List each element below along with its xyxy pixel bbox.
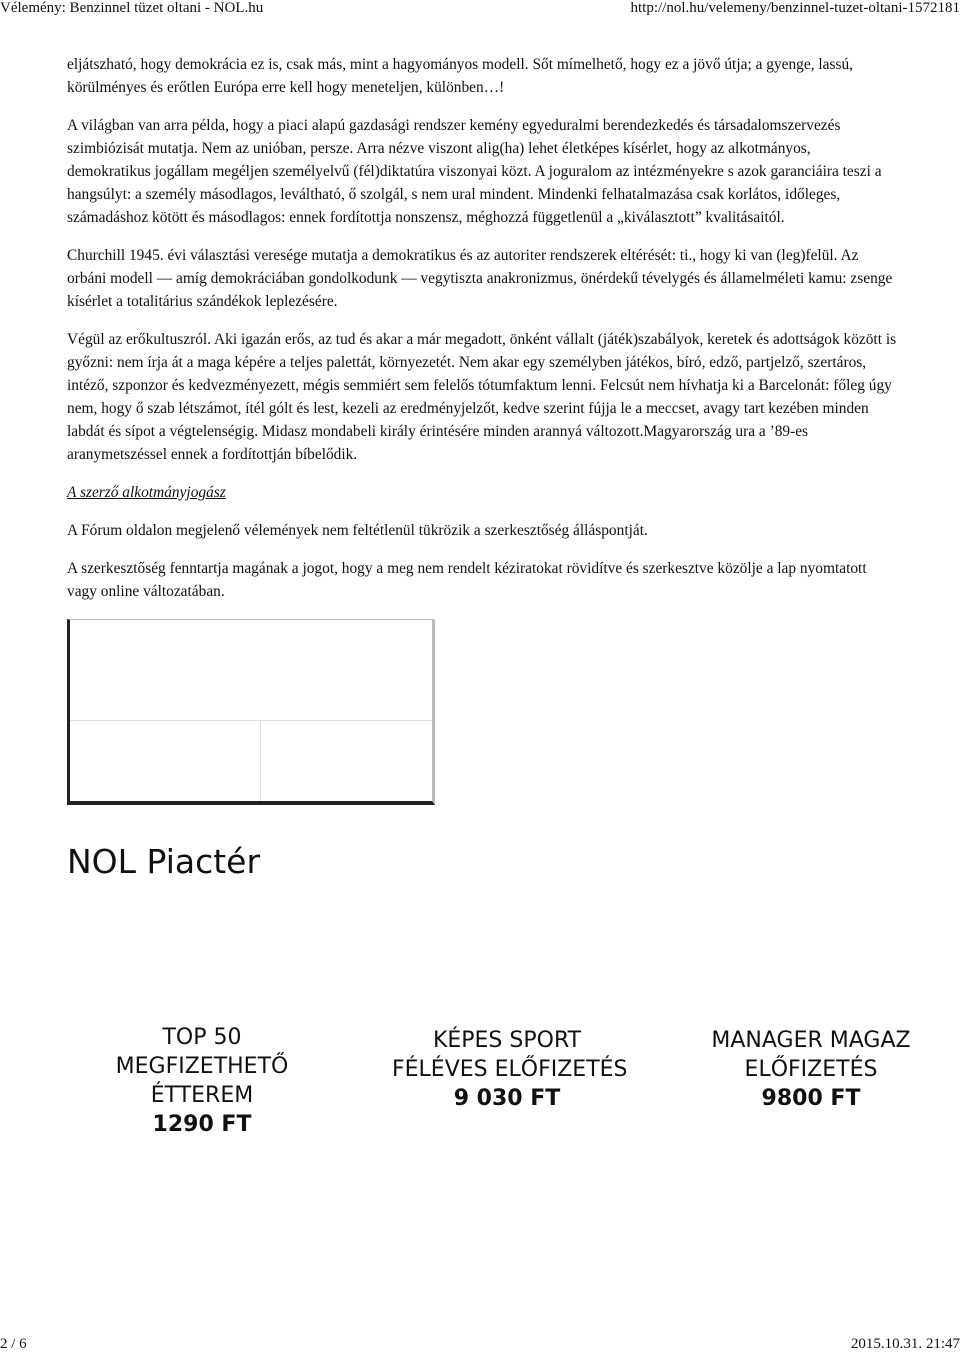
offer-text: KÉPES SPORT <box>432 1028 582 1053</box>
article-body <box>67 53 897 618</box>
author-link[interactable]: A szerző alkotmányjogász <box>67 484 226 501</box>
page-title: Vélemény: Benzinnel tüzet oltani - NOL.hu <box>0 0 264 16</box>
offer-price: 9 030 FT <box>453 1086 561 1111</box>
offer-text: ELŐFIZETÉS <box>744 1057 878 1082</box>
ad-divider <box>70 720 432 721</box>
page-number: 2 / 6 <box>0 1336 27 1352</box>
article-paragraph: A világban van arra példa, hogy a piaci alapú gazdasági rendszer kemény egyeduralmi berendezkedés és társadalomszervezés szimbiózisát mutatja. Nem az unióban, persze. Arra nézve viszont alig(ha) lehet életképes kísérlet, hogy az alkotmányos, demokratikus jogállam megéljen személyelvű (fél)diktatúra viszonyai közt. A joguralom az intézményekre s azok garanciáira teszi a hangsúlyt: a személy másodlagos, leváltható, ő szolgál, s nem ural mindent. Mindenki felhatalmazása csak korlátos, időleges, számadáshoz kötött és másodlagos: ennek fordítottja nonszensz, méghozzá függetlenül a „kiválasztott” kvalitásaitól. <box>67 117 882 226</box>
offer-card[interactable] <box>696 1026 926 1113</box>
print-footer <box>0 1336 960 1353</box>
offer-price: 9800 FT <box>761 1086 861 1111</box>
article-paragraph: Végül az erőkultuszról. Aki igazán erős, az tud és akar a már megadott, önként vállalt (játék)szabályok, keretek és adottságok között is győzni: nem írja át a maga képére a teljes palettát, környezetét. Nem akar egy személyben játékos, bíró, edző, partjelző, szertáros, intéző, szponzor és kedvezményezett, mégis semmiért sem felelős tótumfaktum lenni. Felcsút nem hívhatja ki a Barcelonát: főleg úgy nem, hogy ő szab létszámot, ítél gólt és lest, kezeli az eredményjelzőt, kedve szerint fújja le a meccset, avagy tart kezében minden labdát és sípot a végtelenségig. Midasz mondabeli király érintésére minden arannyá változott.Magyarország ura a ’89-es aranymetszéssel ennek a fordítottján bíbelődik. <box>67 331 897 463</box>
offer-card[interactable] <box>102 1023 302 1139</box>
article-paragraph: Churchill 1945. évi választási veresége mutatja a demokratikus és az autoriter rendszerek eltérését: ti., hogy ki van (leg)felül. Az orbáni modell — amíg demokráciában gondolkodunk — vegytiszta anakronizmus, önérdekű tévelygés és államelméleti kamu: zsenge kísérlet a totalitárius szándékok leplezésére. <box>67 247 893 310</box>
print-header <box>0 0 960 16</box>
author-note <box>67 481 897 504</box>
print-datetime: 2015.10.31. 21:47 <box>850 1336 960 1352</box>
offer-text: MEGFIZETHETŐ <box>115 1054 289 1079</box>
ad-divider <box>260 720 261 801</box>
offer-price: 1290 FT <box>152 1112 252 1137</box>
disclaimer-editorial: A szerkesztőség fenntartja magának a jogot, hogy a meg nem rendelt kéziratokat rövidítve és szerkesztve közölje a lap nyomtatott vagy online változatában. <box>67 560 867 600</box>
page-url[interactable]: http://nol.hu/velemeny/benzinnel-tuzet-oltani-1572181 <box>630 0 960 16</box>
offer-text: ÉTTEREM <box>150 1083 254 1108</box>
offer-text: MANAGER MAGAZ <box>711 1028 911 1053</box>
ad-placeholder[interactable] <box>67 619 435 805</box>
piacter-heading: NOL Piactér <box>67 842 261 881</box>
article-paragraph: eljátszható, hogy demokrácia ez is, csak más, mint a hagyományos modell. Sőt mímelhető, hogy ez a jövő útja; a gyenge, lassú, körülményes és erőtlen Európa erre kell hogy meneteljen, különben…! <box>67 56 854 96</box>
offer-text: TOP 50 <box>162 1025 242 1050</box>
offer-text: FÉLÉVES ELŐFIZETÉS <box>392 1057 628 1082</box>
disclaimer-opinion: A Fórum oldalon megjelenő vélemények nem feltétlenül tükrözik a szerkesztőség álláspontját. <box>67 522 648 539</box>
offer-card[interactable] <box>392 1026 628 1113</box>
